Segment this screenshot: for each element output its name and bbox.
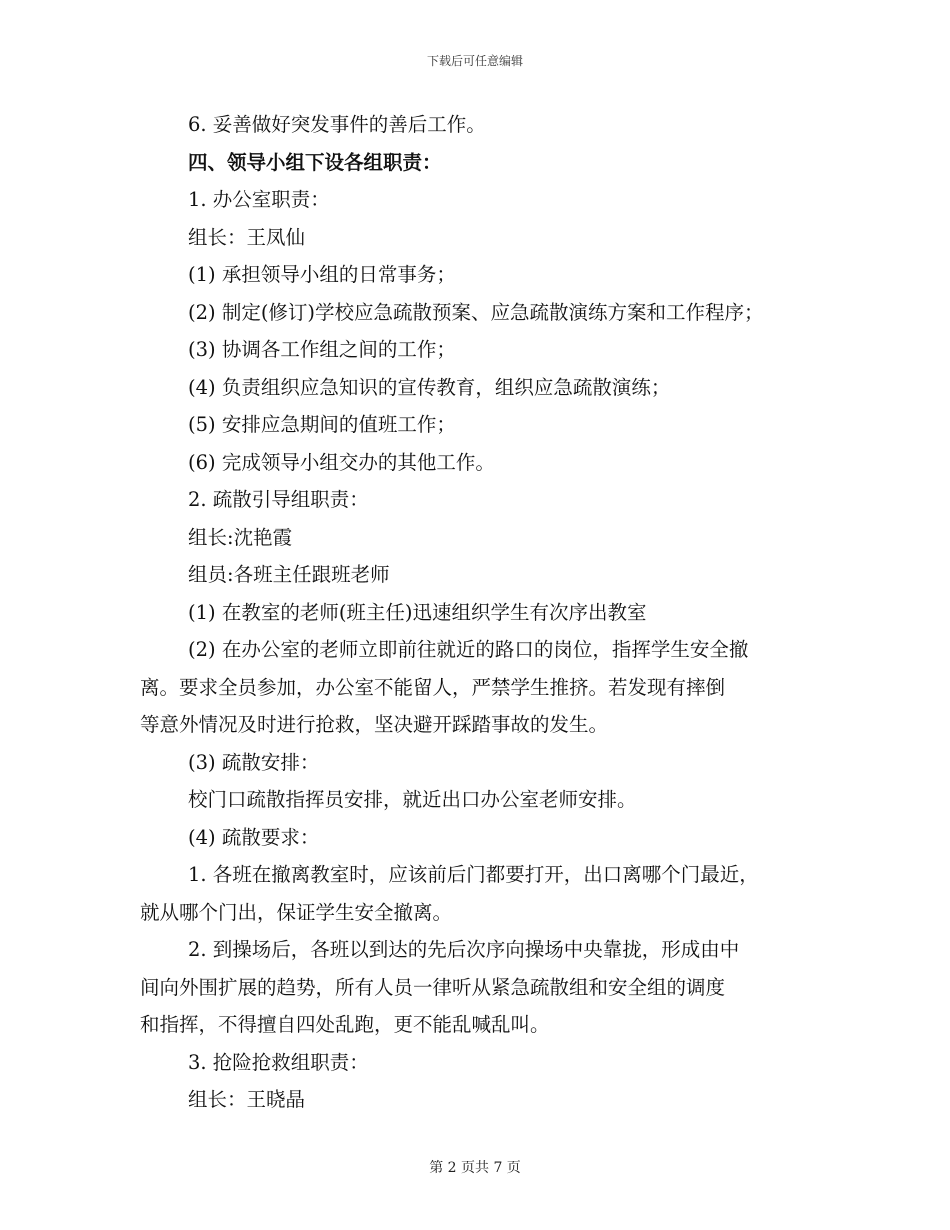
text-line: 2. 疏散引导组职责：	[188, 488, 369, 511]
text-line: (2) 制定(修订)学校应急疏散预案、应急疏散演练方案和工作程序；	[188, 300, 764, 324]
text-line: 就从哪个门出，保证学生安全撤离。	[140, 900, 453, 924]
text-line: 离。要求全员参加，办公室不能留人，严禁学生推挤。若发现有摔倒	[140, 675, 726, 699]
document-body	[140, 106, 820, 1119]
text-line: (3) 协调各工作组之间的工作；	[188, 338, 456, 361]
text-line: 等意外情况及时进行抢救，坚决避开踩踏事故的发生。	[140, 713, 609, 736]
text-line: 组长：王晓晶	[188, 1088, 306, 1111]
page-header: 下载后可任意编辑	[426, 54, 523, 68]
text-line: (2) 在办公室的老师立即前往就近的路口的岗位，指挥学生安全撤	[188, 638, 749, 661]
text-line: (6) 完成领导小组交办的其他工作。	[188, 450, 495, 474]
text-line: (1) 在教室的老师(班主任)迅速组织学生有次序出教室	[188, 600, 647, 624]
text-line: 1. 各班在撤离教室时，应该前后门都要打开，出口离哪个门最近，	[188, 863, 759, 886]
text-line: 校门口疏散指挥员安排，就近出口办公室老师安排。	[188, 788, 637, 811]
text-line: 组长:沈艳霞	[188, 525, 293, 549]
text-line: (5) 安排应急期间的值班工作；	[188, 413, 456, 436]
text-line: 1. 办公室职责：	[188, 188, 330, 211]
text-line: 间向外围扩展的趋势，所有人员一律听从紧急疏散组和安全组的调度	[140, 975, 726, 999]
text-line: 3. 抢险抢救组职责：	[188, 1050, 369, 1074]
text-line: 组长：王凤仙	[188, 225, 306, 249]
text-line: (3) 疏散安排：	[188, 750, 320, 774]
text-line: (1) 承担领导小组的日常事务；	[188, 263, 456, 286]
text-line: 和指挥，不得擅自四处乱跑，更不能乱喊乱叫。	[140, 1013, 550, 1036]
text-line: 2. 到操场后，各班以到达的先后次序向操场中央靠拢，形成由中	[188, 938, 740, 961]
page-footer: 第 2 页共 7 页	[429, 1160, 521, 1176]
section-heading: 四、领导小组下设各组职责：	[188, 150, 442, 174]
text-line: 6. 妥善做好突发事件的善后工作。	[188, 113, 486, 136]
text-line: (4) 负责组织应急知识的宣传教育，组织应急疏散演练；	[188, 375, 671, 399]
text-line: 组员:各班主任跟班老师	[188, 563, 390, 586]
text-line: (4) 疏散要求：	[188, 825, 320, 849]
